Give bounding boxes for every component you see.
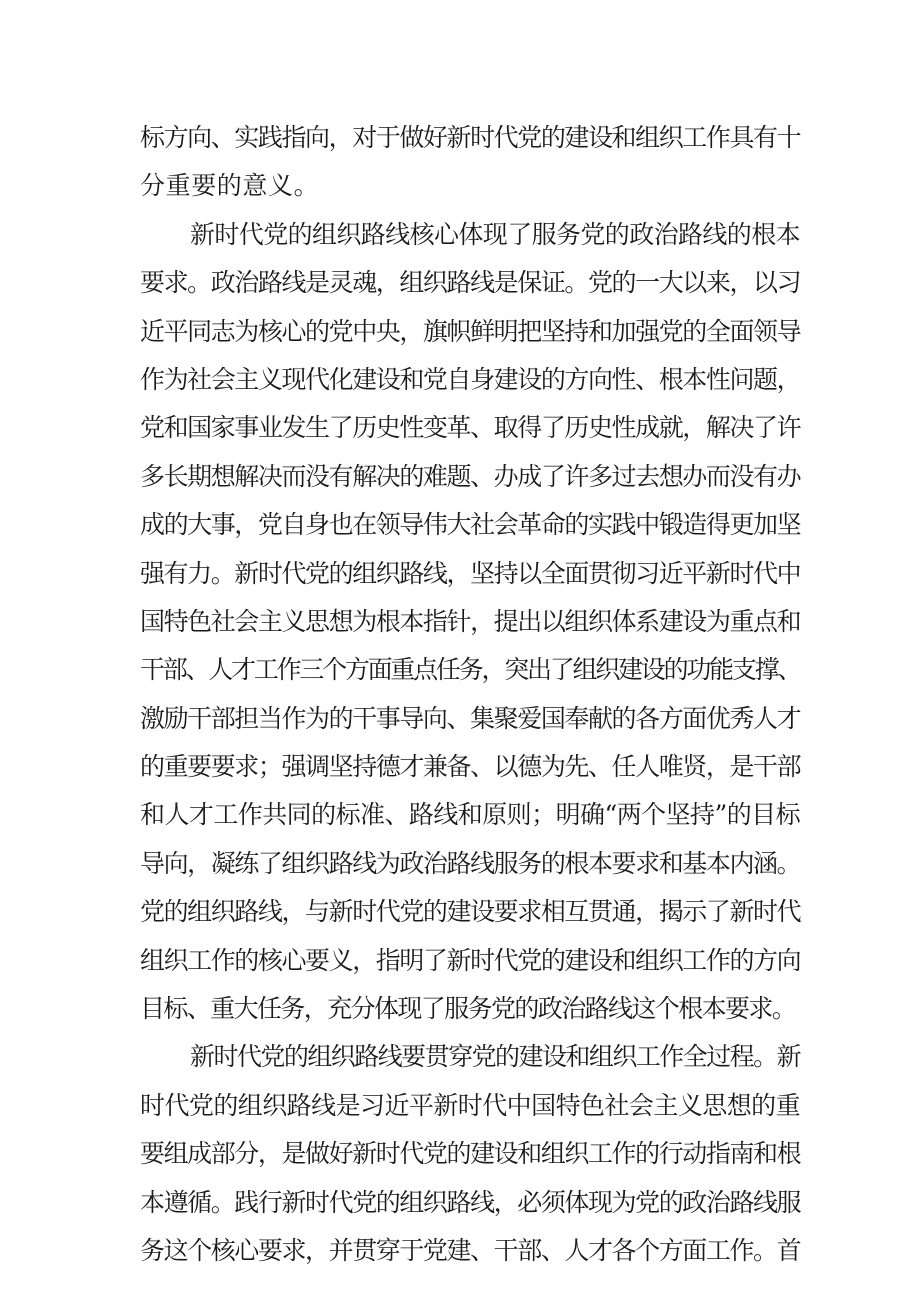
text-line: 激励干部担当作为的干事导向、集聚爱国奉献的各方面优秀人才: [140, 703, 800, 733]
paragraph-2: [140, 211, 800, 1034]
text-line: 要求。政治路线是灵魂，组织路线是保证。党的一大以来，以习: [140, 268, 800, 298]
text-line: 干部、人才工作三个方面重点任务，突出了组织建设的功能支撑、: [140, 655, 800, 685]
text-line: 的重要要求；强调坚持德才兼备、以德为先、任人唯贤，是干部: [140, 752, 800, 782]
text-line: 分重要的意义。: [140, 171, 320, 201]
text-line: 强有力。新时代党的组织路线，坚持以全面贯彻习近平新时代中: [140, 558, 800, 588]
text-line: 务这个核心要求，并贯穿于党建、干部、人才各个方面工作。首: [140, 1235, 800, 1265]
paragraph-1: [140, 114, 800, 211]
text-line: 时代党的组织路线是习近平新时代中国特色社会主义思想的重: [140, 1090, 800, 1120]
text-line: 目标、重大任务，充分体现了服务党的政治路线这个根本要求。: [140, 994, 796, 1024]
text-line: 新时代党的组织路线核心体现了服务党的政治路线的根本: [190, 219, 801, 249]
text-line: 新时代党的组织路线要贯穿党的建设和组织工作全过程。新: [190, 1042, 800, 1072]
text-line: 多长期想解决而没有解决的难题、办成了许多过去想办而没有办: [140, 461, 800, 491]
text-line: 要组成部分，是做好新时代党的建设和组织工作的行动指南和根: [140, 1139, 800, 1169]
text-line: 国特色社会主义思想为根本指针，提出以组织体系建设为重点和: [140, 606, 800, 636]
text-line: 成的大事，党自身也在领导伟大社会革命的实践中锻造得更加坚: [140, 510, 800, 540]
text-line: 标方向、实践指向，对于做好新时代党的建设和组织工作具有十: [140, 123, 800, 152]
text-line: 党和国家事业发生了历史性变革、取得了历史性成就，解决了许: [140, 413, 800, 443]
text-line: 作为社会主义现代化建设和党自身建设的方向性、根本性问题，: [140, 364, 800, 394]
text-line: 近平同志为核心的党中央，旗帜鲜明把坚持和加强党的全面领导: [140, 316, 800, 346]
text-line: 组织工作的核心要义，指明了新时代党的建设和组织工作的方向: [140, 945, 800, 975]
paragraph-3: [140, 1033, 800, 1275]
text-line: 党的组织路线，与新时代党的建设要求相互贯通，揭示了新时代: [140, 897, 800, 927]
text-line: 和人才工作共同的标准、路线和原则；明确“两个坚持”的目标: [140, 800, 800, 830]
text-line: 导向，凝练了组织路线为政治路线服务的根本要求和基本内涵。: [140, 848, 800, 878]
document-body: [140, 114, 800, 1275]
text-line: 本遵循。践行新时代党的组织路线，必须体现为党的政治路线服: [140, 1187, 800, 1217]
